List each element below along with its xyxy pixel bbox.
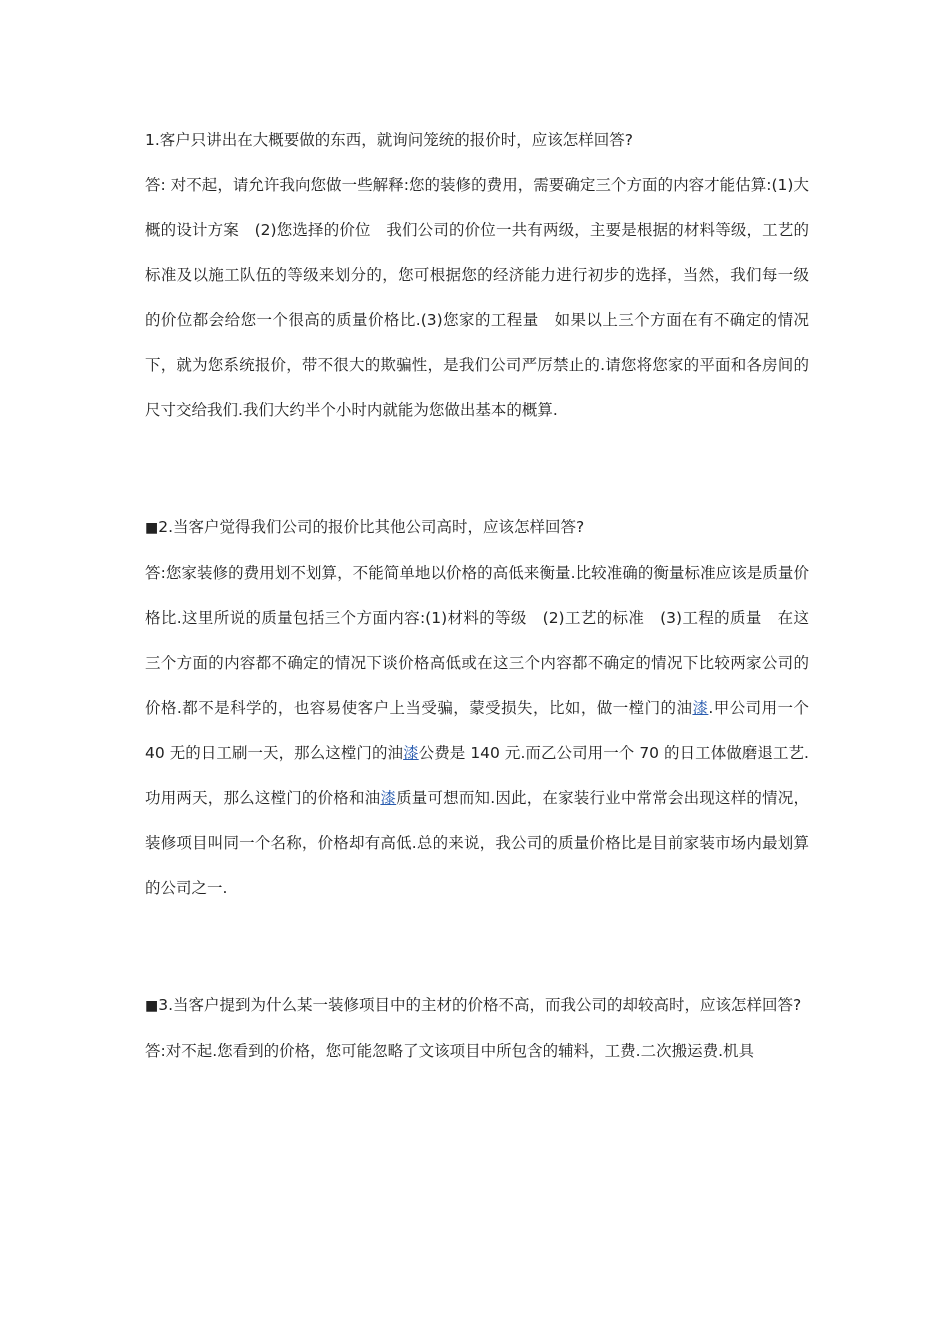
document-body (145, 118, 809, 1074)
answer-2-part-1: 答:您家装修的费用划不划算，不能简单地以价格的高低来衡量.比较准确的衡量标准应该是质量价格比.这里所说的质量包括三个方面内容:(1)材料的等级 (2)工艺的标准 (3)工程的质量 在这三个方面的内容都不确定的情况下谈价格高低或在这三个内容都不确定的情况下比较两家公司的价格.都不是科学的，也容易使客户上当受骗，蒙受损失，比如，做一樘门的油 (145, 564, 809, 717)
answer-3: 答:对不起.您看到的价格，您可能忽略了文该项目中所包含的辅料，工费.二次搬运费.机具 (145, 1042, 755, 1060)
question-1: 1.客户只讲出在大概要做的东西，就询问笼统的报价时，应该怎样回答? (145, 131, 634, 149)
answer-2-part-2: .甲公司用一个 40 无的日工刷一天，那么这樘门的油 (145, 699, 809, 762)
answer-1: 答: 对不起，请允许我向您做一些解释:您的装修的费用，需要确定三个方面的内容才能估算:(1)大概的设计方案 (2)您选择的价位 我们公司的价位一共有两级，主要是根据的材料等级，工艺的标准及以施工队伍的等级来划分的，您可根据您的经济能力进行初步的选择，当然，我们每一级的价位都会给您一个很高的质量价格比.(3)您家的工程量 如果以上三个方面在有不确定的情况下，就为您系统报价，带不很大的欺骗性，是我们公司严厉禁止的.请您将您家的平面和各房间的尺寸交给我们.我们大约半个小时内就能为您做出基本的概算. (145, 176, 809, 419)
question-2 (145, 505, 809, 551)
question-3-text: 3.当客户提到为什么某一装修项目中的主材的价格不高，而我公司的却较高时，应该怎样回答? (158, 996, 802, 1014)
section-spacer (145, 911, 809, 983)
answer-2-part-3: 公费是 140 元.而乙公司用一个 70 的日工体做磨退工艺.功用两天，那么这樘门的价格和油 (145, 744, 809, 807)
section-spacer (145, 433, 809, 505)
answer-2 (145, 551, 809, 911)
bullet-square-icon: ■ (145, 520, 159, 536)
bullet-square-icon: ■ (145, 998, 159, 1014)
question-3 (145, 983, 809, 1029)
keyword-link[interactable]: 漆 (380, 789, 397, 807)
answer-2-part-4: 质量可想而知.因此，在家装行业中常常会出现这样的情况，装修项目叫同一个名称，价格却有高低.总的来说，我公司的质量价格比是目前家装市场内最划算的公司之一. (145, 789, 809, 897)
question-2-text: 2.当客户觉得我们公司的报价比其他公司高时，应该怎样回答? (158, 518, 585, 536)
keyword-link[interactable]: 漆 (403, 744, 419, 762)
keyword-link[interactable]: 漆 (692, 699, 709, 717)
